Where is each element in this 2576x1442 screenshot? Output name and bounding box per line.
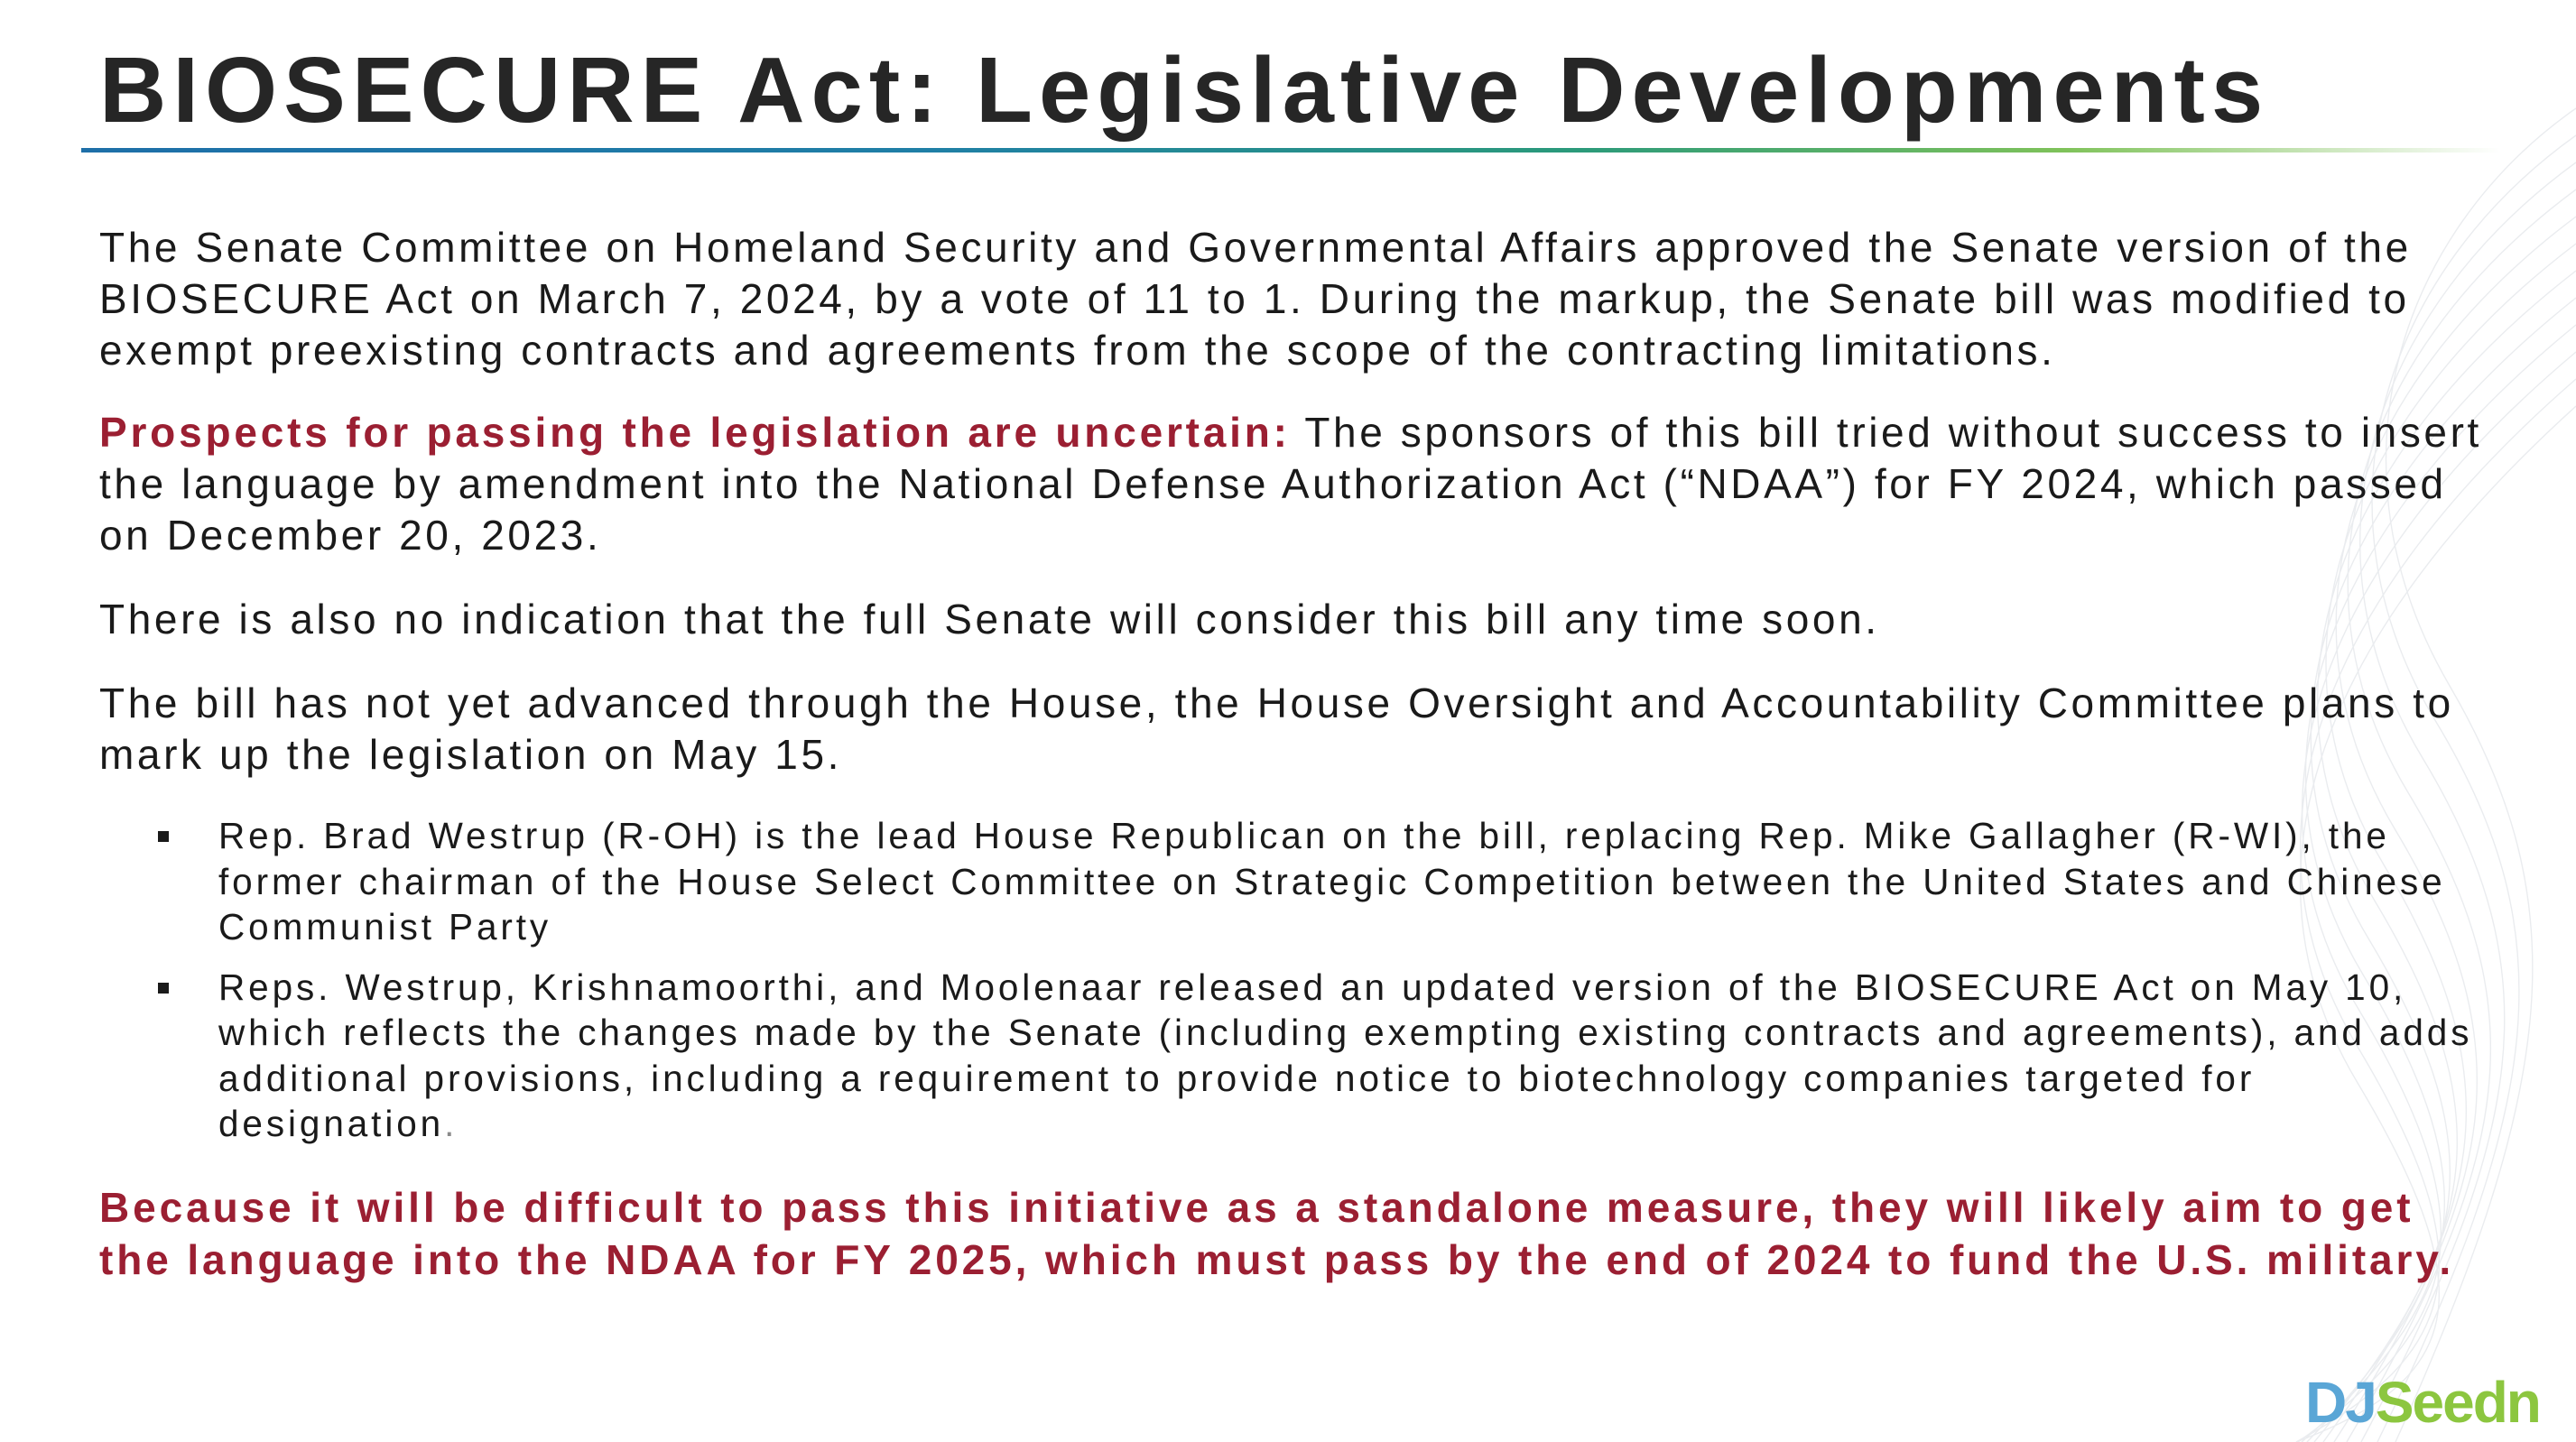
paragraph-prospects	[99, 407, 2500, 561]
paragraph-senate-committee-approval: The Senate Committee on Homeland Security and Governmental Affairs approved the Senate version of the BIOSECURE Act on March 7, 2024, by a vote of 11 to 1. During the markup, the Senate bill was modified to exempt preexisting contracts and agreements from the scope of the contracting limitations.	[99, 224, 2412, 374]
bullet-item-updated-version	[218, 965, 2500, 1147]
paragraph-house-status: The bill has not yet advanced through the House, the House Oversight and Accountability Committee plans to mark up the legislation on May 15.	[99, 679, 2454, 778]
bullet-trailing-period: .	[444, 1103, 459, 1144]
slide-title: BIOSECURE Act: Legislative Developments	[99, 38, 2270, 142]
slide-body	[99, 222, 2500, 1286]
logo-text-dj: DJ	[2305, 1370, 2376, 1435]
logo-text-seedn: Seedn	[2375, 1370, 2540, 1435]
bullet-text: Reps. Westrup, Krishnamoorthi, and Moolenaar released an updated version of the BIOSECURE Act on May 10, which reflects the changes made by the Senate (including exempting existing contracts and agreements), and adds additional provisions, including a requirement to provide notice to biotechnology companies targeted for designation	[218, 966, 2473, 1144]
prospects-lead-phrase: Prospects for passing the legislation are uncertain:	[99, 409, 1291, 456]
bullet-item-westrup-lead	[218, 813, 2500, 950]
prospects-body-text: The sponsors of this bill tried without success to insert the language by amendment into the National Defense Authorization Act (“NDAA”) for FY 2024, which passed on December 20, 2023.	[99, 409, 2482, 559]
closing-statement-ndaa-fy2025: Because it will be difficult to pass this initiative as a standalone measure, they will likely aim to get the language into the NDAA for FY 2025, which must pass by the end of 2024 to fund the U.S. military.	[99, 1183, 2455, 1283]
house-bullet-list	[99, 813, 2500, 1147]
paragraph-full-senate: There is also no indication that the full Senate will consider this bill any time soon.	[99, 596, 1880, 642]
title-underline-divider	[81, 148, 2500, 153]
bullet-text: Rep. Brad Westrup (R-OH) is the lead House Republican on the bill, replacing Rep. Mike Gallagher (R-WI), the former chairman of the House Select Committee on Strategic Competition between the United States and Chinese Communist Party	[218, 815, 2446, 947]
djseedn-logo	[2305, 1370, 2540, 1435]
